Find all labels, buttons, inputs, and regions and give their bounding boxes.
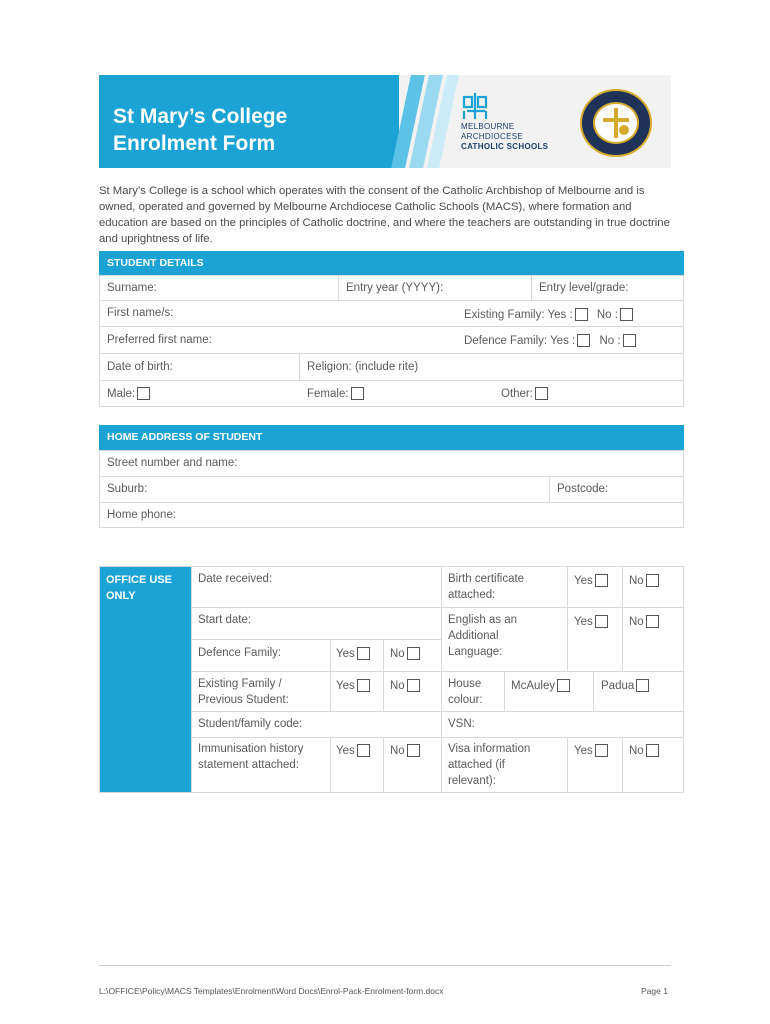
entry-year-field[interactable]: Entry year (YYYY): [346,282,444,294]
birth-certificate-yes: Yes [574,573,608,589]
visa-label: Visa information attached (if relevant): [448,743,531,787]
immunisation-no-checkbox[interactable] [407,744,420,757]
house-padua-checkbox[interactable] [636,679,649,692]
student-row-4 [99,353,684,381]
page-number: Page 1 [641,986,668,996]
existing-family-yes-checkbox[interactable] [575,308,588,321]
office-defence-yes-checkbox[interactable] [357,647,370,660]
student-details-heading: STUDENT DETAILS [99,251,684,275]
address-row-1 [99,450,684,477]
female-option: Female: [307,387,364,400]
preferred-name-field[interactable]: Preferred first name: [107,334,212,346]
macs-logo [461,91,571,155]
visa-no-checkbox[interactable] [646,744,659,757]
college-crest [580,89,652,157]
page-title [113,103,287,157]
student-row-5 [99,380,684,407]
office-defence-family-label: Defence Family: [198,647,282,659]
student-row-2 [99,300,684,327]
suburb-field[interactable]: Suburb: [107,483,148,495]
office-existing-no: No [390,678,420,694]
office-defence-yes: Yes [336,646,370,662]
office-use-heading: OFFICE USE ONLY [100,567,191,792]
intro-paragraph: St Mary’s College is a school which operates with the consent of the Catholic Archbishop of Melbourne and is owned, operated and governed by Melbourne Archdiocese Catholic Schools (MACS), where formation and education are based on the principles of Catholic doctrine, and where the teachers are outstanding in true doctrine and uprightness of life. [99,185,670,245]
title-line-2: Enrolment Form [113,132,276,155]
defence-family-yes-checkbox[interactable] [577,334,590,347]
address-row-3 [99,502,684,528]
eal-no: No [629,614,659,630]
visa-yes-checkbox[interactable] [595,744,608,757]
existing-family-group [464,308,633,321]
eal-yes: Yes [574,614,608,630]
header-banner [99,75,671,168]
immunisation-yes: Yes [336,743,370,759]
house-padua: Padua [601,678,649,694]
office-defence-no: No [390,646,420,662]
footer-divider [99,965,671,966]
birth-certificate-no: No [629,573,659,589]
macs-cross-icon [461,91,495,121]
immunisation-yes-checkbox[interactable] [357,744,370,757]
macs-wordmark: MELBOURNE ARCHDIOCESE CATHOLIC SCHOOLS [461,122,549,151]
crest-shield-icon [593,102,639,144]
home-address-heading: HOME ADDRESS OF STUDENT [99,425,684,450]
address-row-2 [99,476,684,503]
vsn-field[interactable]: VSN: [448,718,475,730]
eal-no-checkbox[interactable] [646,615,659,628]
title-line-1: St Mary’s College [113,105,288,128]
eal-label: English as an Additional Language: [448,614,518,658]
eal-yes-checkbox[interactable] [595,615,608,628]
office-use-table [99,566,684,793]
defence-family-group [464,334,636,347]
office-defence-no-checkbox[interactable] [407,647,420,660]
male-option: Male: [107,387,150,400]
defence-family-label: Defence Family: Yes : [464,335,576,347]
banner-title-panel [99,75,399,168]
office-existing-yes: Yes [336,678,370,694]
house-mcauley: McAuley [511,678,570,694]
religion-field[interactable]: Religion: (include rite) [307,361,419,373]
date-received-field[interactable]: Date received: [198,573,273,585]
existing-family-student-label: Existing Family / Previous Student: [198,678,289,706]
street-field[interactable]: Street number and name: [107,457,238,469]
house-mcauley-checkbox[interactable] [557,679,570,692]
female-checkbox[interactable] [351,387,364,400]
office-existing-no-checkbox[interactable] [407,679,420,692]
other-checkbox[interactable] [535,387,548,400]
male-checkbox[interactable] [137,387,150,400]
postcode-field[interactable]: Postcode: [557,483,609,495]
footer-file-path: L:\OFFICE\Policy\MACS Templates\Enrolment\Word Docs\Enrol-Pack-Enrolment-form.docx [99,986,444,996]
surname-field[interactable]: Surname: [107,282,157,294]
student-row-3 [99,326,684,354]
dob-field[interactable]: Date of birth: [107,361,173,373]
first-name-field[interactable]: First name/s: [107,307,174,319]
defence-family-no-checkbox[interactable] [623,334,636,347]
existing-family-label: Existing Family: Yes : [464,309,573,321]
entry-level-field[interactable]: Entry level/grade: [539,282,629,294]
visa-no: No [629,743,659,759]
student-row-1 [99,275,684,301]
immunisation-no: No [390,743,420,759]
office-existing-yes-checkbox[interactable] [357,679,370,692]
home-phone-field[interactable]: Home phone: [107,509,177,521]
start-date-field[interactable]: Start date: [198,614,252,626]
other-option: Other: [501,387,548,400]
house-colour-label: House colour: [448,678,483,706]
visa-yes: Yes [574,743,608,759]
birth-certificate-yes-checkbox[interactable] [595,574,608,587]
birth-certificate-no-checkbox[interactable] [646,574,659,587]
existing-family-no-checkbox[interactable] [620,308,633,321]
immunisation-label: Immunisation history statement attached: [198,743,304,771]
existing-family-no-label: No : [596,309,618,321]
birth-certificate-label: Birth certificate attached: [448,573,525,601]
student-family-code-field[interactable]: Student/family code: [198,718,303,730]
defence-family-no-label: No : [599,335,621,347]
